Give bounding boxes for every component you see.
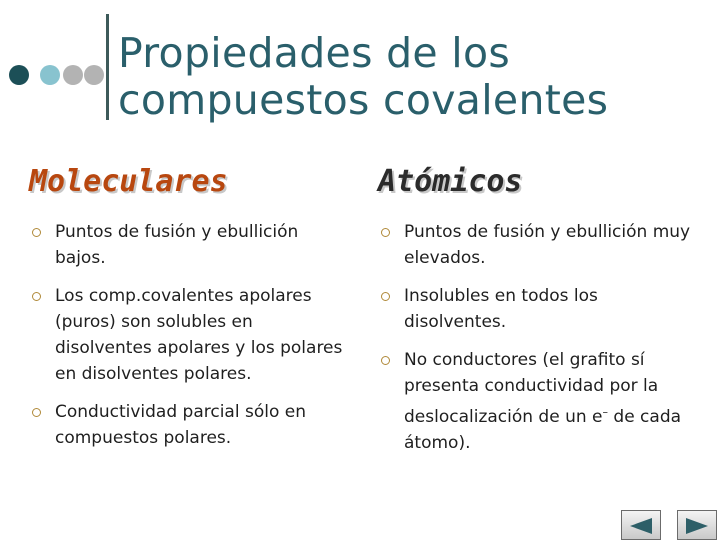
slide-title — [118, 30, 698, 124]
bullet-icon — [32, 408, 41, 417]
right-bullet-list — [381, 219, 701, 468]
list-item — [32, 219, 352, 271]
list-item-text: Puntos de fusión y ebullición bajos. — [55, 222, 299, 268]
dot-dark — [9, 65, 29, 85]
left-heading: Moleculares — [29, 164, 228, 199]
list-item-text: Conductividad parcial sólo en compuestos polares. — [55, 402, 306, 448]
next-slide-button[interactable] — [677, 510, 717, 540]
list-item — [32, 283, 352, 387]
list-item-text: Puntos de fusión y ebullición muy elevados. — [404, 222, 691, 268]
title-line-2: compuestos covalentes — [118, 76, 609, 124]
list-item-text: Los comp.covalentes apolares (puros) son solubles en disolventes apolares y los polares en disolventes polares. — [55, 286, 343, 384]
triangle-left-icon — [628, 517, 654, 535]
bullet-icon — [381, 356, 390, 365]
dot-gray-1 — [63, 65, 83, 85]
list-item — [381, 347, 701, 456]
conductivity-text-end: de cada átomo). — [404, 406, 682, 453]
list-item — [381, 219, 701, 271]
left-bullet-list — [32, 219, 352, 463]
title-divider — [106, 14, 109, 120]
dot-light — [40, 65, 60, 85]
list-item — [381, 283, 701, 335]
list-item — [32, 399, 352, 451]
electron-charge: – — [602, 405, 608, 418]
conductivity-text: No conductores (el grafito sí presenta conductividad por la deslocalización de un e — [404, 350, 659, 427]
dot-gray-2 — [84, 65, 104, 85]
bullet-icon — [381, 228, 390, 237]
title-line-1: Propiedades de los — [118, 29, 510, 77]
right-heading: Atómicos — [378, 164, 523, 199]
bullet-icon — [32, 292, 41, 301]
triangle-right-icon — [684, 517, 710, 535]
bullet-icon — [381, 292, 390, 301]
bullet-icon — [32, 228, 41, 237]
list-item-text — [404, 350, 681, 453]
previous-slide-button[interactable] — [621, 510, 661, 540]
list-item-text: Insolubles en todos los disolventes. — [404, 286, 598, 332]
decorative-dots — [9, 65, 99, 85]
